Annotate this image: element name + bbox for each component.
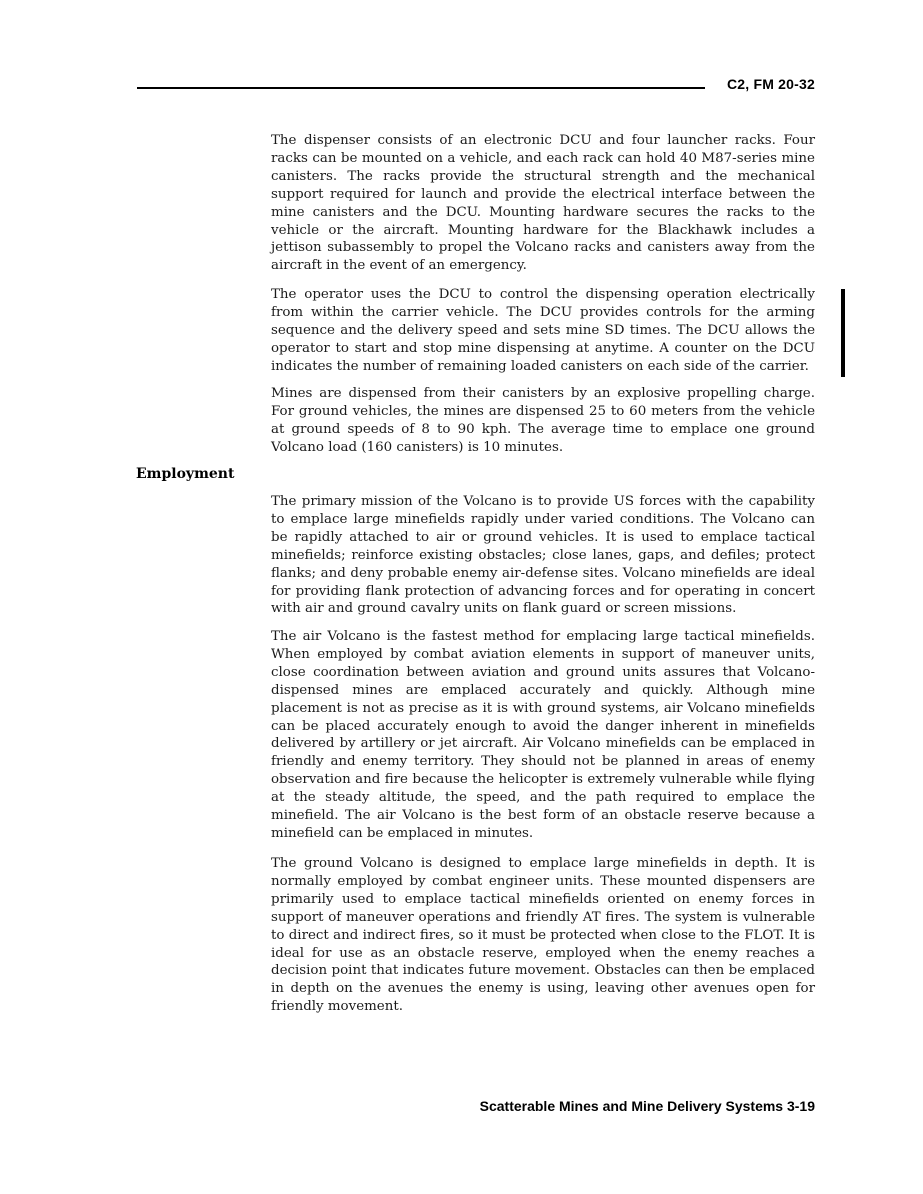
paragraph-air-volcano: The air Volcano is the fastest method for emplacing large tactical minefields. When employed by combat aviation elements in support of maneuver units, close coordination between aviation and ground units assures that Volcano-dispensed mines are emplaced accurately and quickly. Although mine placement is not as precise as it is with ground systems, air Volcano minefields can be placed accurately enough to avoid the danger inherent in minefields delivered by artillery or jet aircraft. Air Volcano minefields can be emplaced in friendly and enemy territory. They should not be planned in areas of enemy observation and fire because the helicopter is extremely vulnerable while flying at the steady altitude, the speed, and the path required to emplace the minefield. The air Volcano is the best form of an obstacle reserve because a minefield can be emplaced in minutes. [271, 629, 815, 841]
header-rule [137, 87, 705, 89]
paragraph-mines-dispensed: Mines are dispensed from their canisters by an explosive propelling charge. For ground vehicles, the mines are dispensed 25 to 60 meters from the vehicle at ground speeds of 8 to 90 kph. The average time to emplace one ground Volcano load (160 canisters) is 10 minutes. [271, 386, 815, 455]
paragraph-primary-mission: The primary mission of the Volcano is to provide US forces with the capability to emplace large minefields rapidly under varied conditions. The Volcano can be rapidly attached to air or ground vehicles. It is used to emplace tactical minefields; reinforce existing obstacles; close lanes, gaps, and defiles; protect flanks; and deny probable enemy air-defense sites. Volcano minefields are ideal for providing flank protection of advancing forces and for operating in concert with air and ground cavalry units on flank guard or screen missions. [271, 494, 815, 617]
paragraph-ground-volcano: The ground Volcano is designed to emplace large minefields in depth. It is normally employed by combat engineer units. These mounted dispensers are primarily used to emplace tactical minefields oriented on enemy forces in support of maneuver operations and friendly AT fires. The system is vulnerable to direct and indirect fires, so it must be protected when close to the FLOT. It is ideal for use as an obstacle reserve, employed when the enemy reaches a decision point that indicates future movement. Obstacles can then be emplaced in depth on the avenues the enemy is using, leaving other avenues open for friendly movement. [271, 856, 815, 1015]
section-heading-employment: Employment [136, 466, 235, 482]
header-document-id: C2, FM 20-32 [727, 76, 815, 92]
footer-page-label: Scatterable Mines and Mine Delivery Systems 3-19 [479, 1098, 815, 1114]
paragraph-operator: The operator uses the DCU to control the dispensing operation electrically from within the carrier vehicle. The DCU provides controls for the arming sequence and the delivery speed and sets mine SD times. The DCU allows the operator to start and stop mine dispensing at anytime. A counter on the DCU indicates the number of remaining loaded canisters on each side of the carrier. [271, 287, 815, 374]
paragraph-dispenser: The dispenser consists of an electronic DCU and four launcher racks. Four racks can be mounted on a vehicle, and each rack can hold 40 M87-series mine canisters. The racks provide the structural strength and the mechanical support required for launch and provide the electrical interface between the mine canisters and the DCU. Mounting hardware secures the racks to the vehicle or the aircraft. Mounting hardware for the Blackhawk includes a jettison subassembly to propel the Volcano racks and canisters away from the aircraft in the event of an emergency. [271, 133, 815, 274]
change-bar [841, 289, 845, 377]
